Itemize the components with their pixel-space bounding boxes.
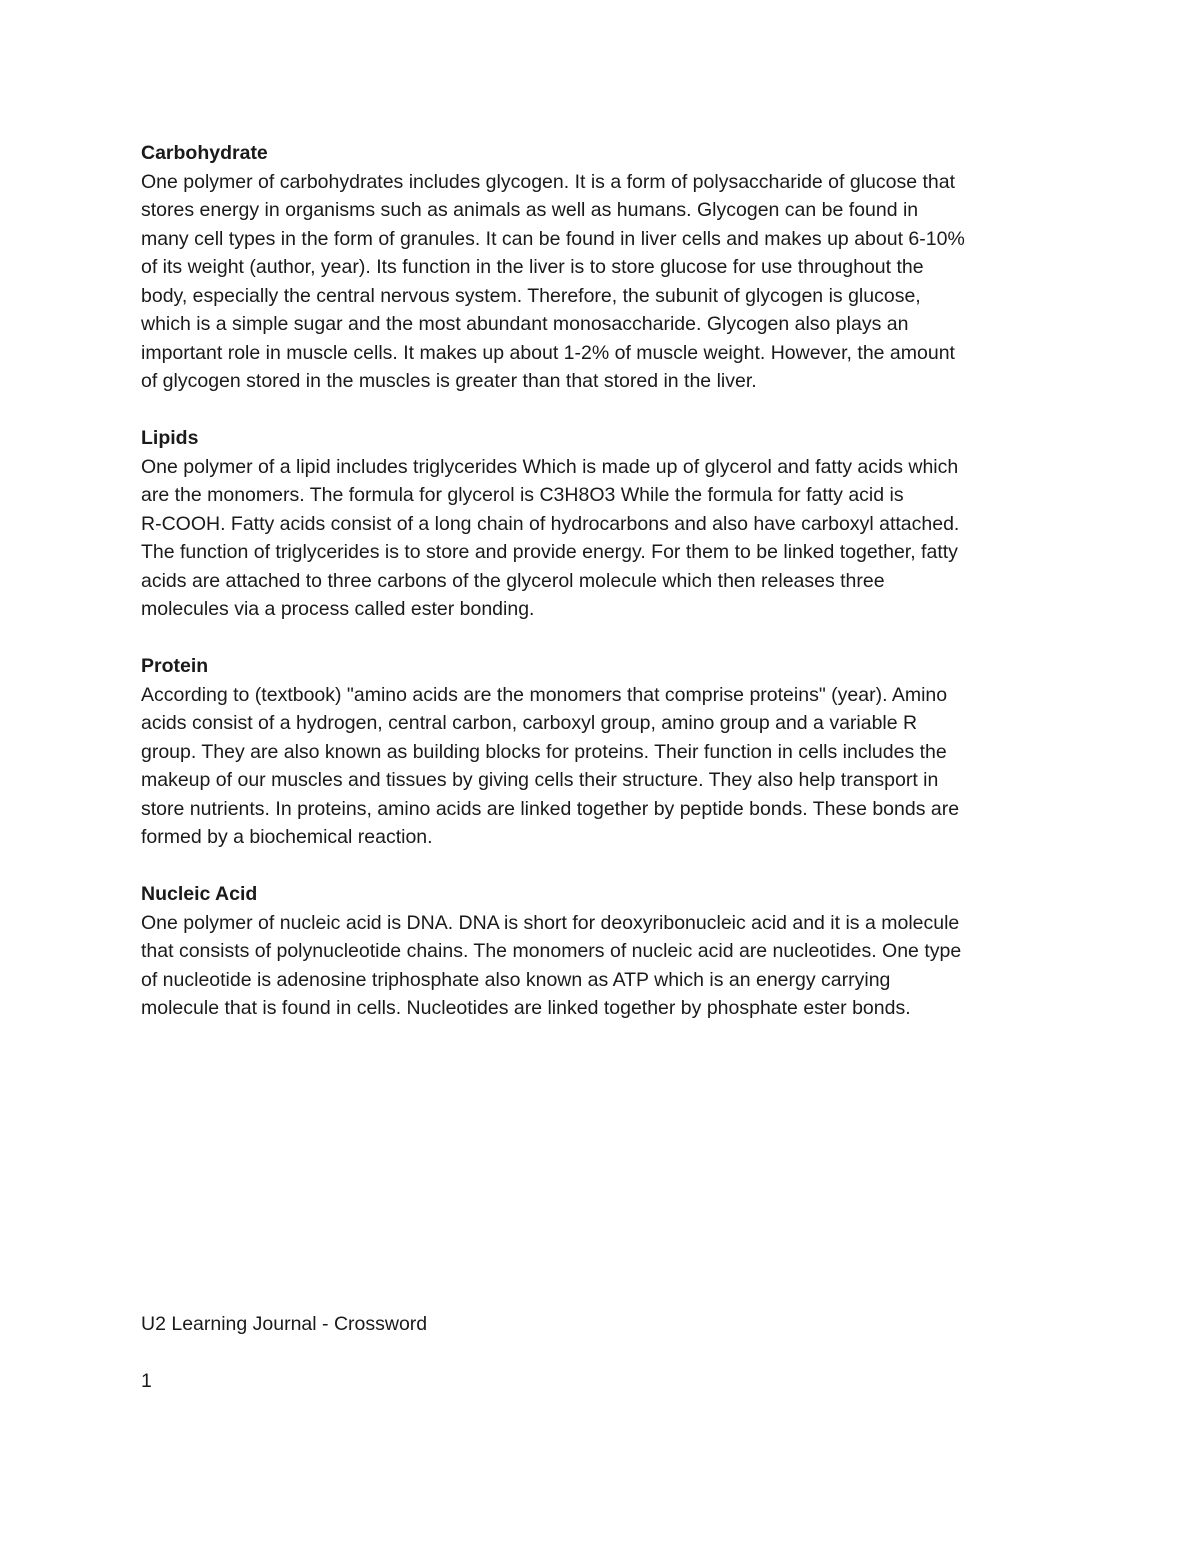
page-number: 1 (141, 1370, 152, 1392)
section-protein (141, 652, 1061, 852)
paragraph-line: acids consist of a hydrogen, central carbon, carboxyl group, amino group and a variable R (141, 712, 918, 734)
paragraph-line: R-COOH. Fatty acids consist of a long chain of hydrocarbons and also have carboxyl attached. (141, 512, 960, 535)
document-body (141, 139, 1061, 1051)
paragraph-line: One polymer of carbohydrates includes glycogen. It is a form of polysaccharide of glucose that (141, 170, 956, 193)
section-heading: Carbohydrate (141, 142, 268, 164)
paragraph-line: many cell types in the form of granules. It can be found in liver cells and makes up about 6-10% (141, 227, 965, 250)
section-paragraph (141, 453, 1061, 624)
paragraph-line: store nutrients. In proteins, amino acids are linked together by peptide bonds. These bonds are (141, 797, 960, 820)
section-paragraph (141, 909, 1061, 1023)
paragraph-line: One polymer of nucleic acid is DNA. DNA is short for deoxyribonucleic acid and it is a molecule (141, 911, 960, 934)
paragraph-line: important role in muscle cells. It makes up about 1-2% of muscle weight. However, the amount (141, 341, 955, 364)
paragraph-line: body, especially the central nervous system. Therefore, the subunit of glycogen is glucose, (141, 284, 921, 307)
paragraph-line: According to (textbook) "amino acids are the monomers that comprise proteins" (year). Amino (141, 683, 948, 706)
paragraph-line: that consists of polynucleotide chains. The monomers of nucleic acid are nucleotides. One type (141, 940, 962, 962)
section-carbohydrate (141, 139, 1061, 396)
paragraph-line: molecule that is found in cells. Nucleotides are linked together by phosphate ester bonds. (141, 997, 911, 1019)
section-nucleic-acid (141, 880, 1061, 1023)
section-heading: Protein (141, 655, 209, 677)
paragraph-line: makeup of our muscles and tissues by giving cells their structure. They also help transport in (141, 769, 939, 791)
paragraph-line: group. They are also known as building blocks for proteins. Their function in cells includes the (141, 740, 947, 763)
paragraph-line: which is a simple sugar and the most abundant monosaccharide. Glycogen also plays an (141, 313, 909, 335)
paragraph-line: are the monomers. The formula for glycerol is C3H8O3 While the formula for fatty acid is (141, 484, 904, 506)
section-heading: Nucleic Acid (141, 883, 258, 905)
paragraph-line: formed by a biochemical reaction. (141, 826, 433, 848)
section-lipids (141, 424, 1061, 624)
paragraph-line: The function of triglycerides is to store and provide energy. For them to be linked together, fatty (141, 541, 958, 563)
document-footer-title: U2 Learning Journal - Crossword (141, 1313, 428, 1335)
paragraph-line: One polymer of a lipid includes triglycerides Which is made up of glycerol and fatty acids which (141, 455, 959, 478)
paragraph-line: of nucleotide is adenosine triphosphate also known as ATP which is an energy carrying (141, 968, 891, 991)
paragraph-line: of its weight (author, year). Its function in the liver is to store glucose for use throughout the (141, 256, 924, 278)
section-heading: Lipids (141, 427, 199, 449)
paragraph-line: stores energy in organisms such as animals as well as humans. Glycogen can be found in (141, 199, 919, 221)
paragraph-line: molecules via a process called ester bonding. (141, 598, 535, 620)
paragraph-line: of glycogen stored in the muscles is greater than that stored in the liver. (141, 370, 757, 392)
paragraph-line: acids are attached to three carbons of the glycerol molecule which then releases three (141, 569, 885, 592)
section-paragraph (141, 681, 1061, 852)
section-paragraph (141, 168, 1061, 396)
